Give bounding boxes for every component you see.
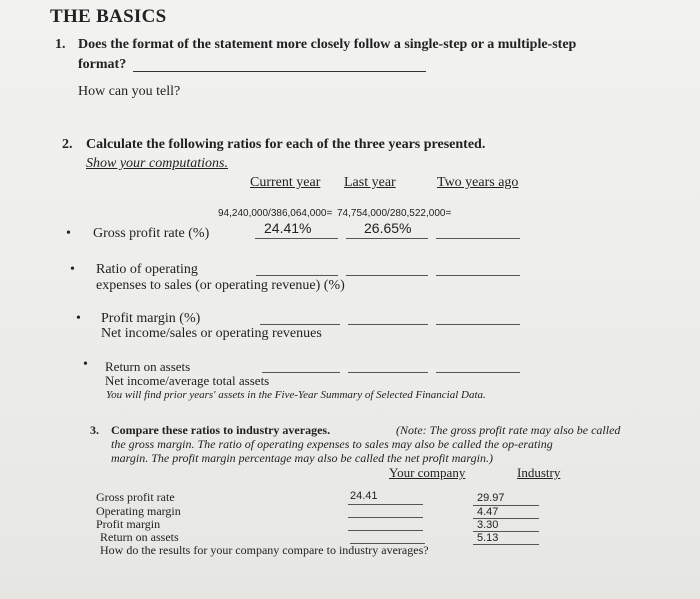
column-last-year: Last year [344,175,396,190]
q3-closing-question: How do the results for your company compare to industry averages? [100,543,429,557]
gross-profit-current-line[interactable] [255,238,338,239]
q3-note-line3: margin. The profit margin percentage may also be called the net profit margin.) [111,451,493,465]
q3-lead: Compare these ratios to industry averages. [111,423,331,437]
q2-number: 2. [62,137,73,152]
operating-ratio-current-line[interactable] [256,275,338,276]
bullet-icon: • [70,262,75,277]
q3-industry-value: 4.47 [477,506,499,518]
roa-two-years-line[interactable] [436,372,520,373]
q3-industry-value: 5.13 [477,532,499,544]
column-two-years-ago: Two years ago [437,175,519,190]
bullet-icon: • [83,357,88,372]
profit-margin-two-years-line[interactable] [436,324,520,325]
q3-number: 3. [90,423,99,437]
profit-margin-last-line[interactable] [348,324,428,325]
page-title: THE BASICS [50,6,167,27]
q1-followup: How can you tell? [78,84,181,99]
q3-company-value: 24.41 [350,490,378,502]
q3-note-line2: the gross margin. The ratio of operating expenses to sales may also be called the op-erating [111,437,553,451]
bullet-icon: • [76,311,81,326]
q3-row-label: Return on assets [100,530,179,544]
bullet-icon: • [66,226,71,241]
q1-number: 1. [55,37,66,52]
q3-note-line1: (Note: The gross profit rate may also be called [396,423,621,437]
roa-current-line[interactable] [262,372,340,373]
q3-industry-line [473,544,539,545]
operating-ratio-last-line[interactable] [346,275,428,276]
q1-text-line1: Does the format of the statement more closely follow a single-step or a multiple-step [78,37,577,52]
gross-profit-two-years-line[interactable] [436,238,520,239]
gross-profit-current-value: 24.41% [264,220,312,236]
roa-last-line[interactable] [348,372,428,373]
return-on-assets-label-2: Net income/average total assets [105,373,270,388]
operating-ratio-two-years-line[interactable] [436,275,520,276]
q3-industry-value: 3.30 [477,519,499,531]
gross-profit-rate-label: Gross profit rate (%) [93,226,210,241]
column-current-year: Current year [250,175,321,190]
q1-text-line2: format? [78,57,127,72]
q3-row-label: Profit margin [96,517,161,531]
q3-company-line[interactable] [348,517,423,518]
column-your-company: Your company [389,465,466,480]
gross-profit-last-value: 26.65% [364,220,412,236]
computation-current: 94,240,000/386,064,000= [218,208,333,219]
q1-answer-line[interactable] [133,71,426,72]
q2-instruction: Show your computations. [86,156,228,171]
q3-company-line[interactable] [348,530,423,531]
column-industry: Industry [517,465,561,480]
gross-profit-last-line[interactable] [346,238,428,239]
return-on-assets-note: You will find prior years' assets in the Five-Year Summary of Selected Financial Data. [106,389,486,401]
profit-margin-current-line[interactable] [260,324,340,325]
profit-margin-label-1: Profit margin (%) [101,311,201,326]
profit-margin-label-2: Net income/sales or operating revenues [101,326,322,341]
return-on-assets-label-1: Return on assets [105,359,191,374]
operating-ratio-label-2: expenses to sales (or operating revenue) (%) [96,278,345,293]
computation-last: 74,754,000/280,522,000= [337,208,452,219]
q3-industry-value: 29.97 [477,492,505,504]
q3-row-label: Operating margin [96,504,181,518]
q2-text: Calculate the following ratios for each of the three years presented. [86,137,486,152]
operating-ratio-label-1: Ratio of operating [96,262,198,277]
q3-company-line[interactable] [348,504,423,505]
q3-row-label: Gross profit rate [96,490,175,504]
